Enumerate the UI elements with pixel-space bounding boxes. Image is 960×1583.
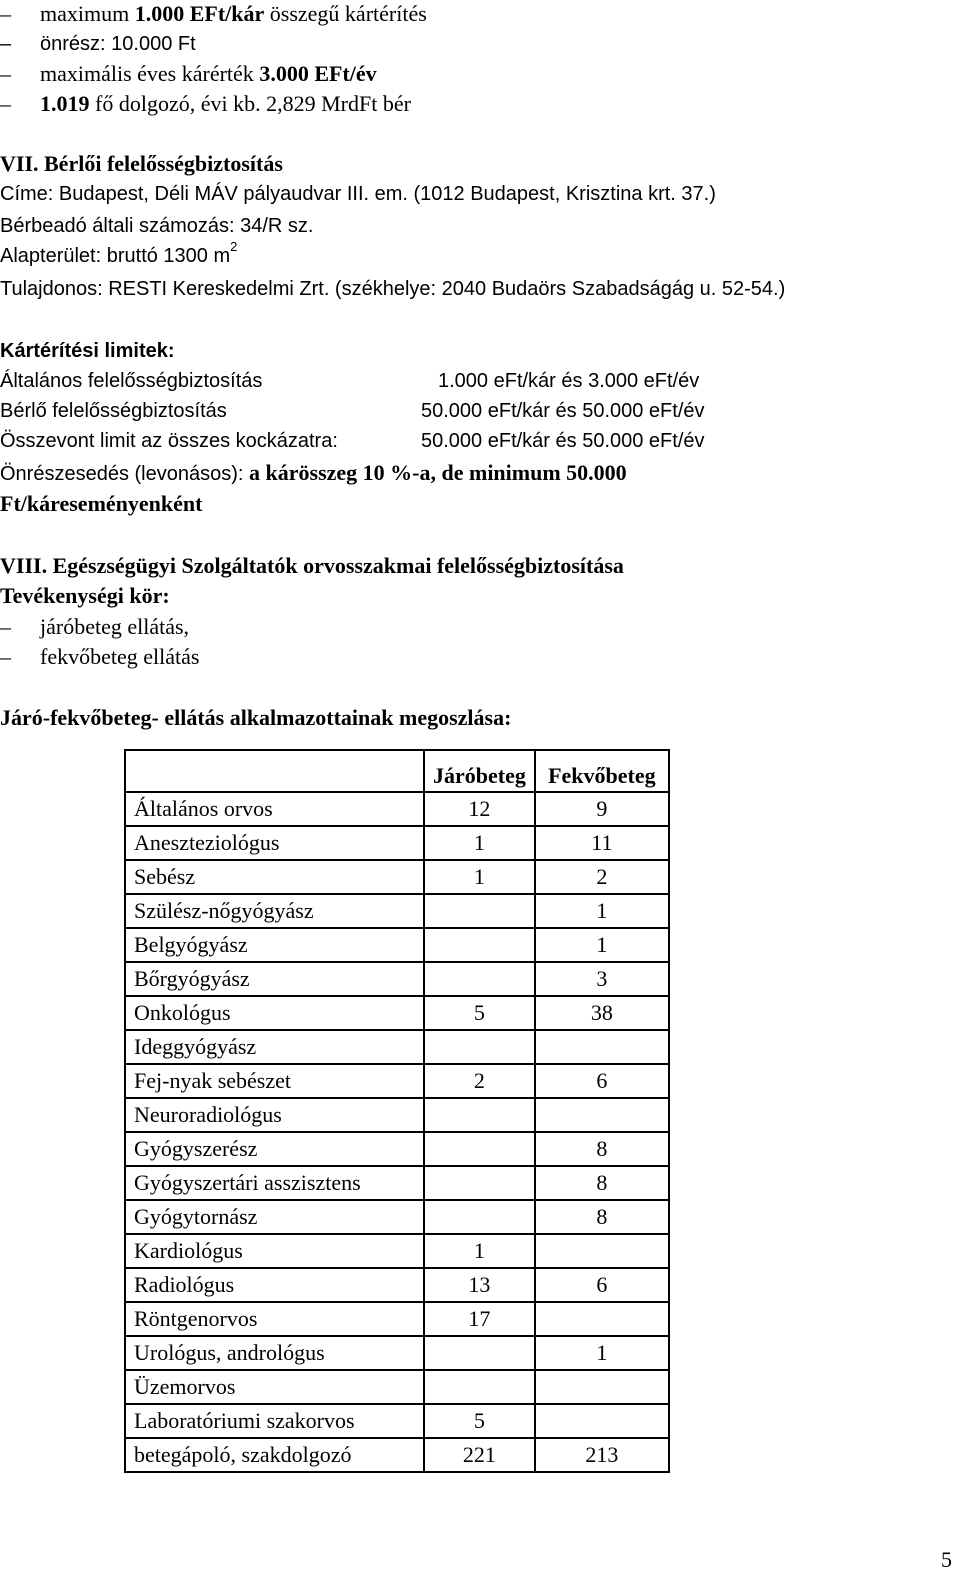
outpatient-cell: 2 [424,1064,535,1098]
outpatient-cell [424,1166,535,1200]
inpatient-cell: 38 [535,996,669,1030]
inpatient-cell: 1 [535,894,669,928]
outpatient-cell: 1 [424,860,535,894]
page-number: 5 [941,1547,952,1572]
area-line: Alapterület: bruttó 1300 $m^2$ [0,239,238,267]
dash-bullet [0,643,26,671]
table-row [125,1234,669,1268]
table-row [125,860,669,894]
dash-bullet [0,0,26,28]
table-row [125,792,669,826]
outpatient-cell [424,1030,535,1064]
outpatient-cell: 5 [424,1404,535,1438]
table-row [125,1404,669,1438]
inpatient-cell: 6 [535,1064,669,1098]
role-cell: Laboratóriumi szakorvos [125,1404,424,1438]
inpatient-cell [535,1234,669,1268]
dash-bullet [0,60,26,88]
inpatient-cell: 213 [535,1438,669,1472]
limits-heading: Kártérítési limitek: [0,340,175,362]
outpatient-cell [424,1132,535,1166]
role-cell: Radiológus [125,1268,424,1302]
role-cell: Kardiológus [125,1234,424,1268]
inpatient-cell [535,1030,669,1064]
staff-table [124,749,670,1473]
limit-row: Általános felelősségbiztosítás 1.000 eFt/kár és 3.000 eFt/év [0,370,700,392]
role-cell: Gyógyszertári asszisztens [125,1166,424,1200]
deductible-line-cont: Ft/káreseményenként [0,491,203,516]
table-row [125,1302,669,1336]
owner-line: Tulajdonos: RESTI Kereskedelmi Zrt. (székhelye: 2040 Budaörs Szabadságág u. 52-54.) [0,278,786,300]
role-cell: Gyógytornász [125,1200,424,1234]
table-heading: Járó-fekvőbeteg- ellátás alkalmazottainak megoszlása: [0,705,512,730]
role-cell: Onkológus [125,996,424,1030]
role-cell: Fej-nyak sebészet [125,1064,424,1098]
role-cell: Szülész-nőgyógyász [125,894,424,928]
outpatient-cell [424,1370,535,1404]
table-row [125,894,669,928]
table-header-row [125,750,669,792]
table-row [125,1370,669,1404]
outpatient-cell: 13 [424,1268,535,1302]
inpatient-cell: 9 [535,792,669,826]
section-heading: VII. Bérlői felelősségbiztosítás [0,151,283,176]
role-cell: Gyógyszerész [125,1132,424,1166]
outpatient-cell [424,1200,535,1234]
outpatient-cell [424,894,535,928]
table-row [125,1438,669,1472]
outpatient-cell [424,1098,535,1132]
role-cell: Urológus, andrológus [125,1336,424,1370]
role-cell: Általános orvos [125,792,424,826]
role-cell: Sebész [125,860,424,894]
table-row [125,1098,669,1132]
role-cell: Ideggyógyász [125,1030,424,1064]
outpatient-cell [424,962,535,996]
table-row [125,1200,669,1234]
deductible-line: Önrészesedés (levonásos): a kárösszeg 10 %-a, de minimum 50.000 [0,460,627,485]
table-row [125,962,669,996]
role-cell: betegápoló, szakdolgozó [125,1438,424,1472]
role-cell: Üzemorvos [125,1370,424,1404]
outpatient-cell: 17 [424,1302,535,1336]
table-row [125,1064,669,1098]
table-row [125,928,669,962]
table-row [125,996,669,1030]
table-row [125,1268,669,1302]
address-line: Címe: Budapest, Déli MÁV pályaudvar III. em. (1012 Budapest, Krisztina krt. 37.) [0,183,716,205]
outpatient-cell: 12 [424,792,535,826]
numbering-line: Bérbeadó általi számozás: 34/R sz. [0,215,314,237]
inpatient-cell: 2 [535,860,669,894]
table-row [125,1030,669,1064]
activity-heading: Tevékenységi kör: [0,583,170,608]
dash-bullet [0,90,26,118]
limit-row: Összevont limit az összes kockázatra: 50.000 eFt/kár és 50.000 eFt/év [0,430,705,452]
outpatient-cell: 5 [424,996,535,1030]
role-cell: Aneszteziológus [125,826,424,860]
outpatient-cell: 221 [424,1438,535,1472]
role-cell: Belgyógyász [125,928,424,962]
header-cell: Fekvőbeteg [535,750,669,792]
role-cell: Neuroradiológus [125,1098,424,1132]
inpatient-cell: 8 [535,1132,669,1166]
outpatient-cell: 1 [424,1234,535,1268]
section-heading: VIII. Egészségügyi Szolgáltatók orvosszakmai felelősségbiztosítása [0,553,624,578]
dash-bullet [0,30,26,58]
limit-row: Bérlő felelősségbiztosítás 50.000 eFt/kár és 50.000 eFt/év [0,400,705,422]
header-cell [125,750,424,792]
outpatient-cell [424,928,535,962]
inpatient-cell: 1 [535,1336,669,1370]
dash-bullet [0,613,26,641]
role-cell: Bőrgyógyász [125,962,424,996]
table-row [125,826,669,860]
outpatient-cell [424,1336,535,1370]
inpatient-cell: 3 [535,962,669,996]
inpatient-cell [535,1404,669,1438]
table-row [125,1166,669,1200]
inpatient-cell: 1 [535,928,669,962]
inpatient-cell: 6 [535,1268,669,1302]
inpatient-cell: 8 [535,1166,669,1200]
outpatient-cell: 1 [424,826,535,860]
inpatient-cell [535,1098,669,1132]
role-cell: Röntgenorvos [125,1302,424,1336]
header-cell: Járóbeteg [424,750,535,792]
inpatient-cell [535,1370,669,1404]
inpatient-cell [535,1302,669,1336]
table-row [125,1132,669,1166]
inpatient-cell: 8 [535,1200,669,1234]
table-row [125,1336,669,1370]
inpatient-cell: 11 [535,826,669,860]
